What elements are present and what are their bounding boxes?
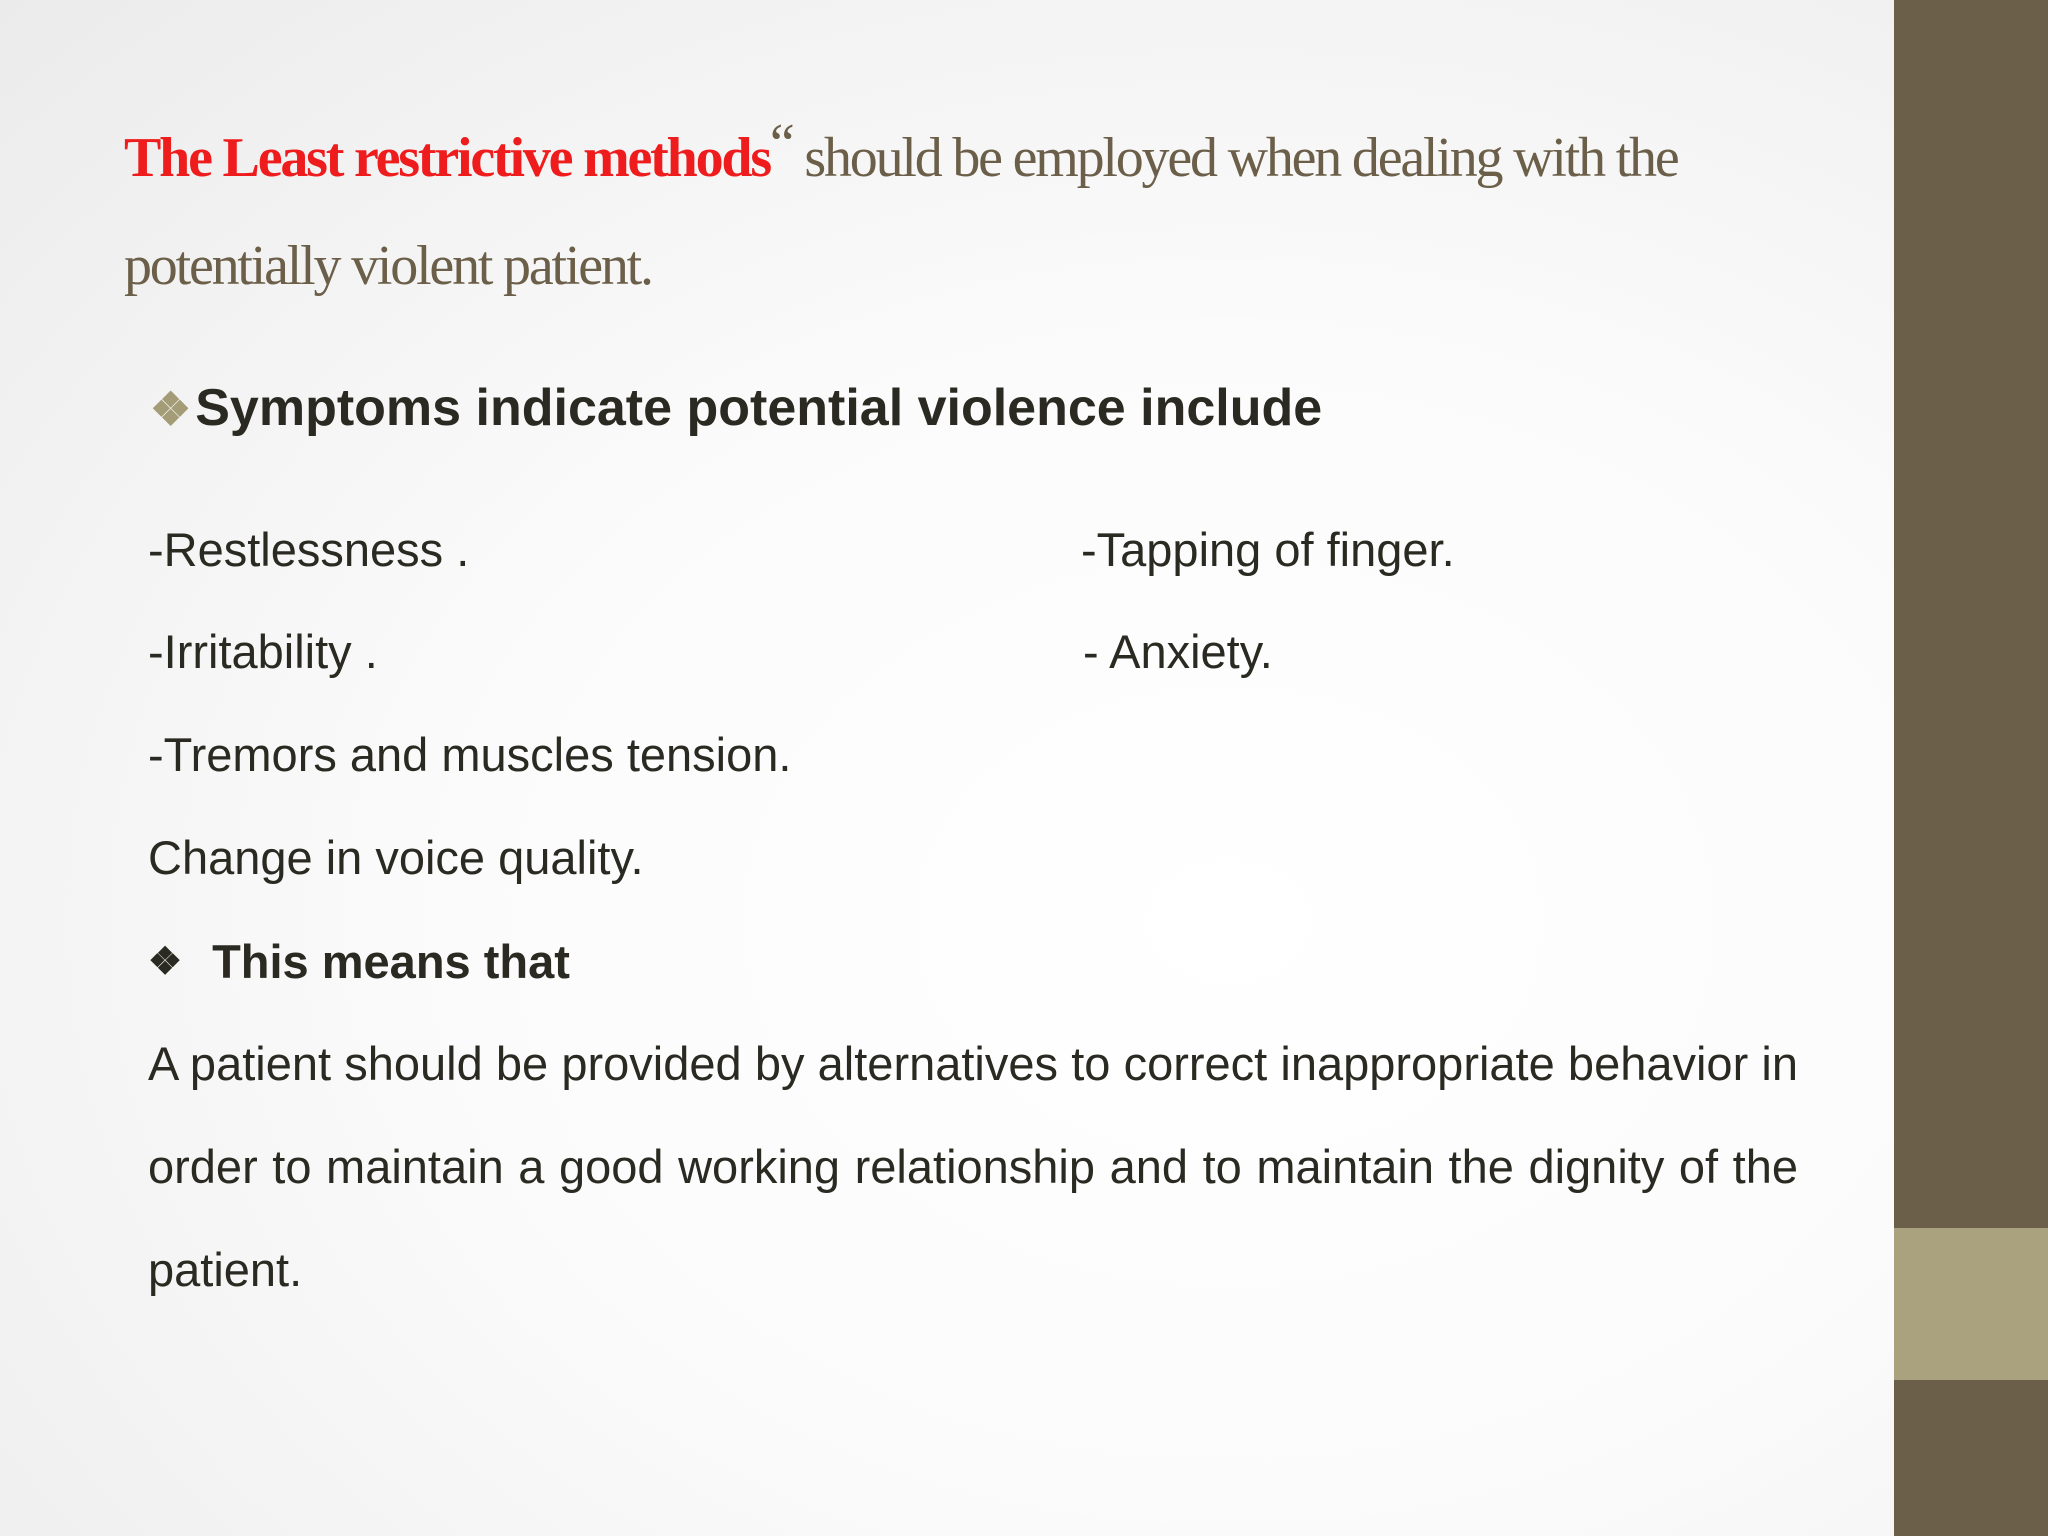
- symptom-item: -Restlessness .: [148, 523, 470, 576]
- title-quote-mark: “: [769, 113, 793, 175]
- diamond-bullet-icon: ❖: [150, 383, 192, 435]
- means-heading: [148, 932, 570, 996]
- title-rest: should be employed when dealing with the potentially violent patient.: [124, 127, 1678, 297]
- symptom-item: -Tapping of finger.: [1081, 523, 1455, 576]
- slide-title: [124, 104, 1884, 320]
- title-highlight: The Least restrictive methods: [124, 127, 770, 189]
- symptoms-heading: [150, 376, 1322, 441]
- means-heading-text: This means that: [212, 935, 570, 988]
- diamond-bullet-icon: ❖: [148, 941, 183, 983]
- symptom-item: -Irritability .: [148, 625, 378, 678]
- conclusion-paragraph: A patient should be provided by alternatives to correct inappropriate behavior in order to maintain a good working relationship and to maintain the dignity of the patient.: [148, 1037, 1798, 1296]
- symptoms-heading-text: Symptoms indicate potential violence include: [195, 379, 1323, 437]
- symptom-item: - Anxiety.: [1083, 625, 1273, 678]
- symptom-item: -Tremors and muscles tension.: [148, 728, 792, 781]
- symptom-item: Change in voice quality.: [148, 831, 644, 884]
- decorative-sidebar-accent: [1894, 1228, 2048, 1380]
